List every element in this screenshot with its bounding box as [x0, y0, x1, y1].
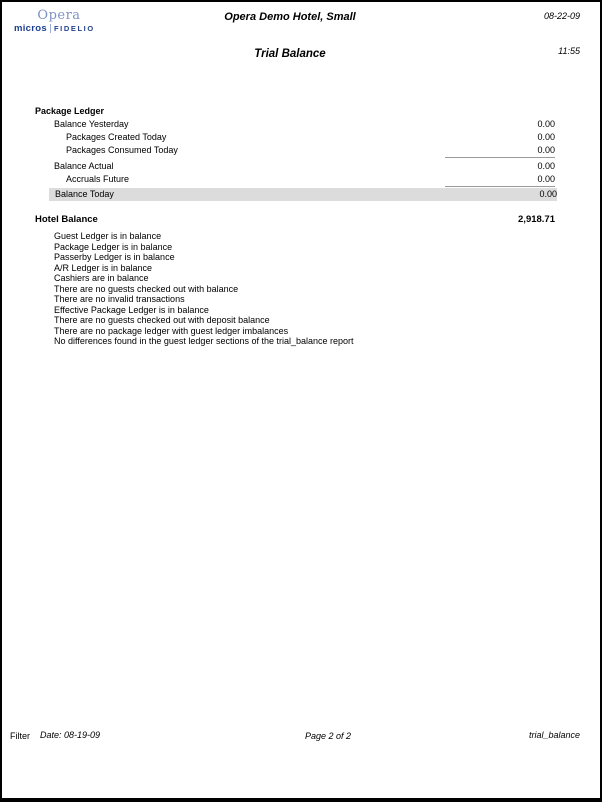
row-value: 0.00: [537, 174, 555, 184]
row-label: Packages Consumed Today: [66, 145, 178, 155]
statement-line: There are no invalid transactions: [54, 294, 185, 304]
section-title-package-ledger: Package Ledger: [35, 106, 105, 116]
statement-line: There are no guests checked out with balance: [54, 283, 239, 294]
balance-statements: [35, 231, 555, 347]
statement-line: Effective Package Ledger is in balance: [54, 304, 209, 315]
row-label: Accruals Future: [66, 174, 130, 184]
statement-line: A/R Ledger is in balance: [54, 262, 153, 273]
micros-fidelio-line: [14, 23, 104, 34]
footer-date: Date: 08-19-09: [40, 730, 101, 740]
subtotal-rule: [445, 157, 555, 158]
report-date: 08-22-09: [543, 11, 580, 21]
ledger-row-balance-today: [49, 188, 557, 201]
ledger-row-accruals-future: [35, 173, 555, 186]
statement-line: There are no guests checked out with deposit balance: [54, 315, 270, 325]
hotel-balance-row: [35, 213, 555, 226]
hotel-name-title: Opera Demo Hotel, Small: [224, 11, 356, 23]
footer-page-number: Page 2 of 2: [305, 731, 352, 741]
report-title: Trial Balance: [254, 48, 326, 60]
row-value: 0.00: [537, 132, 555, 142]
statement-line: There are no package ledger with guest ledger imbalances: [54, 325, 289, 336]
row-label: Balance Actual: [54, 161, 114, 171]
report-time: 11:55: [558, 46, 580, 56]
ledger-row-packages-consumed: [35, 144, 555, 157]
row-value: 0.00: [537, 145, 555, 155]
row-value: 0.00: [537, 119, 555, 129]
opera-logo-text: Opera: [37, 8, 81, 23]
report-body: [35, 105, 555, 347]
ledger-row-balance-actual: [35, 160, 555, 173]
ledger-row-balance-yesterday: [35, 118, 555, 131]
row-label: Packages Created Today: [66, 132, 167, 142]
row-value: 0.00: [537, 161, 555, 171]
statement-line: Package Ledger is in balance: [54, 241, 173, 252]
statement-line: Guest Ledger is in balance: [54, 231, 162, 241]
fidelio-logo-text: FIDELIO: [53, 24, 95, 33]
hotel-balance-label: Hotel Balance: [35, 214, 98, 225]
micros-logo-text: micros: [14, 23, 47, 34]
row-label: Balance Yesterday: [54, 119, 129, 129]
ledger-row-packages-created: [35, 131, 555, 144]
statement-line: Passerby Ledger is in balance: [54, 252, 175, 262]
subtotal-rule: [445, 186, 555, 187]
statement-line: No differences found in the guest ledger sections of the trial_balance report: [54, 336, 354, 346]
row-label: Balance Today: [55, 189, 114, 199]
footer-report-name: trial_balance: [528, 730, 580, 740]
statement-line: Cashiers are in balance: [54, 273, 149, 283]
footer-filter-label: Filter: [10, 731, 30, 741]
row-value: 0.00: [539, 189, 557, 199]
hotel-balance-value: 2,918.71: [518, 214, 555, 225]
logo-divider: [50, 24, 51, 33]
